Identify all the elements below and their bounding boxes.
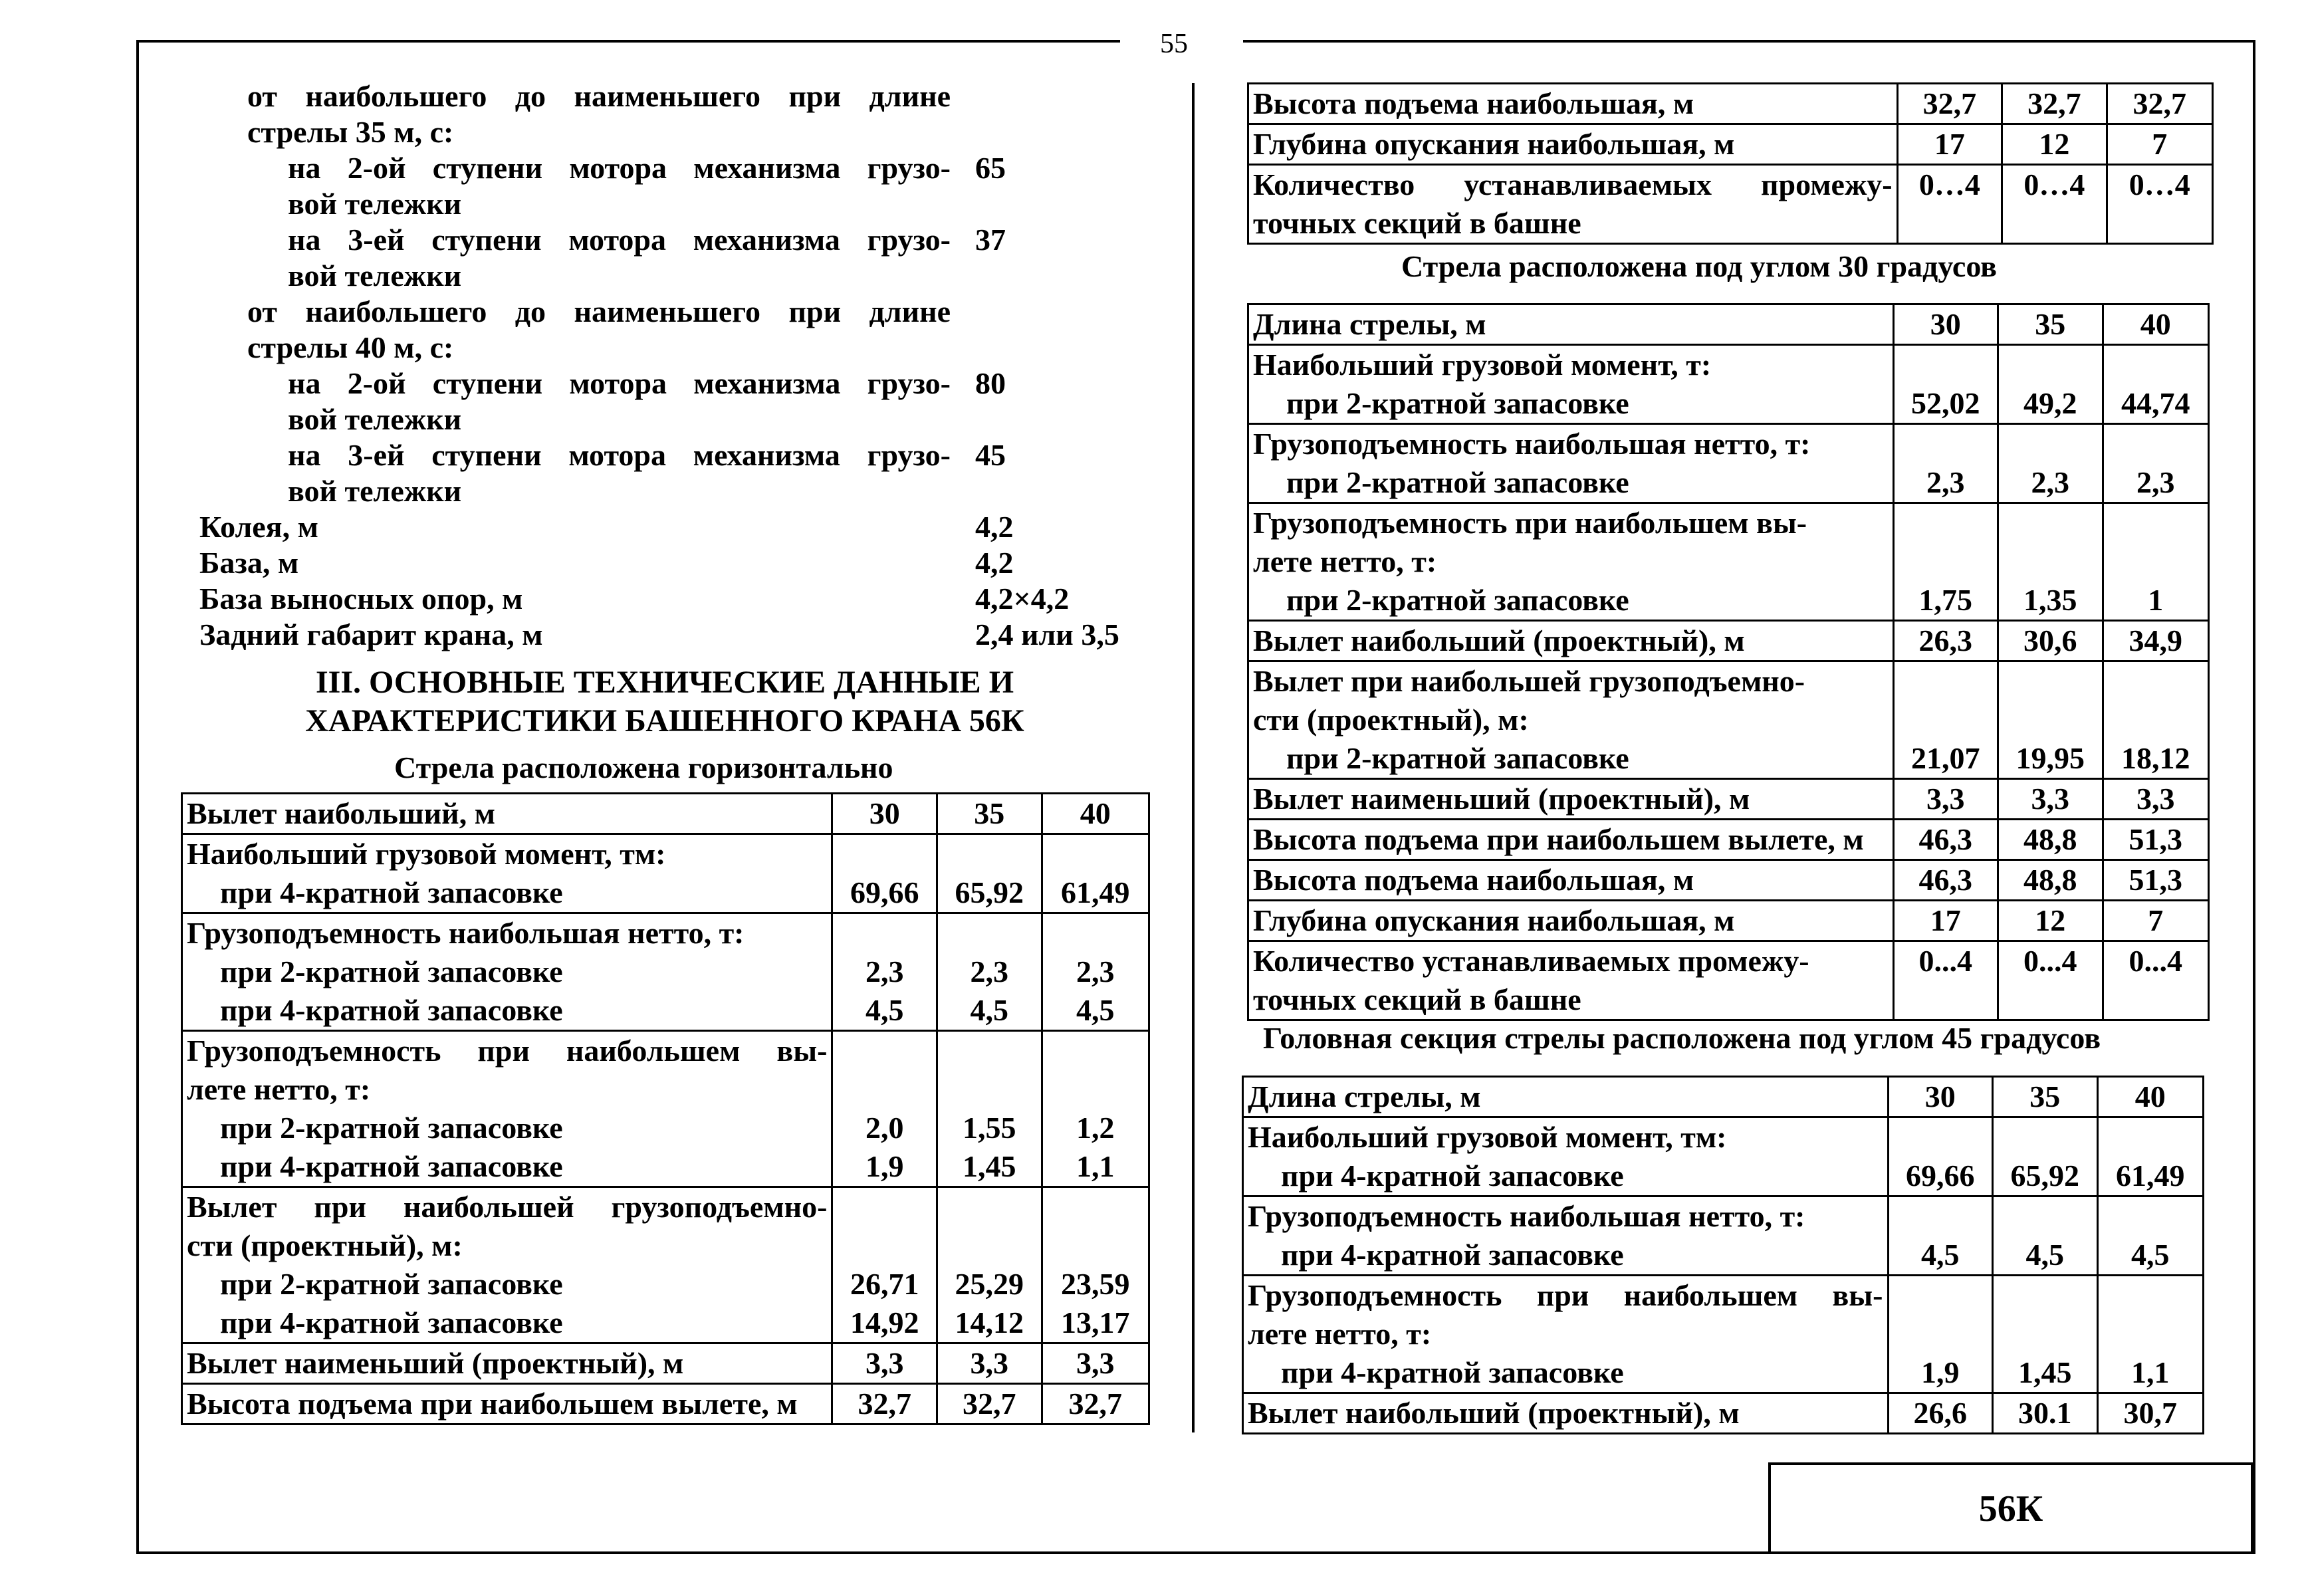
table-cell: Высота подъема наибольшая, м: [1248, 84, 1898, 124]
cell-value: 25,29: [955, 1267, 1024, 1301]
cell-value: 4,5: [970, 993, 1008, 1027]
table-cell: [937, 1187, 1042, 1343]
table-cell: 17: [1897, 124, 2002, 165]
table-row: [1248, 503, 2209, 621]
table-cell: [182, 913, 832, 1031]
table-cell: 3,3: [1998, 779, 2103, 820]
outrigger-base-label: База выносных опор, м: [199, 582, 523, 616]
table-row: [1248, 165, 2213, 244]
row-label: Вылет при наибольшей грузоподъемно-: [187, 1190, 828, 1224]
table-cell: 51,3: [2103, 820, 2209, 860]
track-value: 4,2: [975, 510, 1014, 544]
table-cell: 35: [1993, 1077, 2098, 1117]
table-cell: 26,6: [1888, 1393, 1993, 1434]
table-cell: 65,92: [1993, 1117, 2098, 1197]
table-continuation: [1247, 82, 2214, 245]
cell-value: 13,17: [1061, 1306, 1130, 1339]
table-cell: Высота подъема при наибольшем вылете, м: [182, 1384, 832, 1425]
cell-value: 4,5: [865, 993, 904, 1027]
list-line: на 3-ей ступени мотора механизма грузо-: [288, 438, 951, 472]
list-line: стрелы 40 м, с:: [247, 330, 454, 364]
table-cell: 12: [2002, 124, 2107, 165]
table-cell: Вылет наименьший (проектный), м: [1248, 779, 1894, 820]
table-cell: 7: [2107, 124, 2212, 165]
table-cell: 30: [1893, 304, 1998, 345]
table-cell: [937, 913, 1042, 1031]
table-cell: 2,3: [2103, 424, 2209, 503]
table-cell: Высота подъема при наибольшем вылете, м: [1248, 820, 1894, 860]
cell-value: 4,5: [1076, 993, 1115, 1027]
row-sublabel: при 2-кратной запасовке: [220, 955, 563, 988]
table-cell: Высота подъема наибольшая, м: [1248, 860, 1894, 901]
list-line: от наибольшего до наименьшего при длине: [247, 79, 951, 113]
list-value: 80: [975, 366, 1006, 400]
table-cell: [182, 1031, 832, 1187]
table-cell: [1042, 913, 1149, 1031]
cell-value: 14,92: [850, 1306, 919, 1339]
table-cell: 1,9: [1888, 1276, 1993, 1393]
table-cell: 30: [1888, 1077, 1993, 1117]
row-sublabel: при 4-кратной запасовке: [1281, 1238, 1624, 1272]
table-cell: [1248, 941, 1894, 1020]
center-divider: [1192, 83, 1195, 1432]
table-cell: [1042, 1187, 1149, 1343]
table-row: [1243, 1117, 2204, 1197]
cell-value: 1,1: [1076, 1149, 1115, 1183]
list-line: вой тележки: [288, 474, 462, 508]
list-line: на 2-ой ступени мотора механизма грузо-: [288, 366, 951, 400]
table-45-caption: Головная секция стрелы расположена под углом 45 градусов: [1263, 1021, 2101, 1055]
row-label: Наибольший грузовой момент, т:: [1253, 348, 1712, 382]
table-cell: 18,12: [2103, 661, 2209, 779]
table-cell: [1248, 345, 1894, 424]
table-cell: 3,3: [1893, 779, 1998, 820]
row-label: Грузоподъемность наибольшая нетто, т:: [1248, 1199, 1805, 1233]
frame-left: [136, 40, 139, 1553]
table-row: [1248, 124, 2213, 165]
table-cell: 1,35: [1998, 503, 2103, 621]
table-cell: 30: [832, 794, 937, 834]
frame-top-left: [136, 40, 1120, 43]
row-label: Грузоподъемность наибольшая нетто, т:: [187, 916, 745, 950]
row-label: лете нетто, т:: [1253, 544, 1437, 578]
row-label: Грузоподъемность при наибольшем вы-: [187, 1034, 828, 1068]
table-row: [1248, 779, 2209, 820]
list-line: от наибольшего до наименьшего при длине: [247, 294, 951, 328]
table-cell: 34,9: [2103, 621, 2209, 661]
title-block-stamp: 56К: [1768, 1462, 2253, 1552]
table-cell: Глубина опускания наибольшая, м: [1248, 901, 1894, 941]
table-cell: 48,8: [1998, 820, 2103, 860]
row-sublabel: при 2-кратной запасовке: [220, 1111, 563, 1145]
table-row: [182, 1384, 1149, 1425]
row-label: Грузоподъемность при наибольшем вы-: [1248, 1278, 1883, 1312]
table-cell: 69,66: [1888, 1117, 1993, 1197]
table-cell: 30.1: [1993, 1393, 2098, 1434]
table-cell: 35: [937, 794, 1042, 834]
base-label: База, м: [199, 546, 299, 580]
table-cell: 0…4: [1897, 165, 2002, 244]
table-cell: Длина стрелы, м: [1243, 1077, 1889, 1117]
table-row: [1248, 345, 2209, 424]
row-sublabel: при 2-кратной запасовке: [1286, 741, 1629, 775]
table-row: [182, 794, 1149, 834]
table-cell: 4,5: [1993, 1197, 2098, 1276]
table-cell: Вылет наименьший (проектный), м: [182, 1343, 832, 1384]
table-cell: [182, 834, 832, 913]
cell-value: 2,3: [1076, 955, 1115, 988]
table-cell: 0…4: [2107, 165, 2212, 244]
table-cell: [937, 1031, 1042, 1187]
section-heading-line1: III. ОСНОВНЫЕ ТЕХНИЧЕСКИЕ ДАННЫЕ И: [315, 665, 1014, 700]
table-cell: 7: [2103, 901, 2209, 941]
track-label: Колея, м: [199, 510, 318, 544]
table-cell: 2,3: [1893, 424, 1998, 503]
table-cell: 40: [1042, 794, 1149, 834]
row-label: точных секций в башне: [1253, 206, 1581, 240]
table-cell: 46,3: [1893, 820, 1998, 860]
cell-value: 2,0: [865, 1111, 904, 1145]
row-label: точных секций в башне: [1253, 982, 1581, 1016]
table-row: [1248, 84, 2213, 124]
row-label: Количество устанавливаемых промежу-: [1253, 944, 1809, 978]
list-line: вой тележки: [288, 402, 462, 436]
row-label: Количество устанавливаемых промежу-: [1253, 168, 1893, 201]
table-cell: 30,7: [2097, 1393, 2204, 1434]
table-cell: 3,3: [937, 1343, 1042, 1384]
table-cell: 46,3: [1893, 860, 1998, 901]
row-label: Грузоподъемность наибольшая нетто, т:: [1253, 427, 1811, 461]
table-row: [1248, 860, 2209, 901]
table-cell: 3,3: [832, 1343, 937, 1384]
table-cell: 30,6: [1998, 621, 2103, 661]
table-row: [1248, 820, 2209, 860]
table-row: [1248, 941, 2209, 1020]
table-cell: [1248, 661, 1894, 779]
table-cell: 1,1: [2097, 1276, 2204, 1393]
row-sublabel: при 2-кратной запасовке: [1286, 583, 1629, 617]
table-cell: [1042, 1031, 1149, 1187]
table-cell: 44,74: [2103, 345, 2209, 424]
table-cell: 2,3: [1998, 424, 2103, 503]
cell-value: 1,45: [962, 1149, 1016, 1183]
table-cell: [1243, 1117, 1889, 1197]
row-label: Наибольший грузовой момент, тм:: [1248, 1120, 1727, 1154]
table-cell: 19,95: [1998, 661, 2103, 779]
rear-clearance-value: 2,4 или 3,5: [975, 618, 1119, 651]
table-cell: 3,3: [1042, 1343, 1149, 1384]
table-cell: 0…4: [2002, 165, 2107, 244]
outrigger-base-value: 4,2×4,2: [975, 582, 1070, 616]
frame-right: [2253, 40, 2255, 1553]
table-cell: [1248, 424, 1894, 503]
table-row: [182, 1343, 1149, 1384]
list-line: на 3-ей ступени мотора механизма грузо-: [288, 223, 951, 257]
table-cell: Вылет наибольший (проектный), м: [1248, 621, 1894, 661]
list-line: вой тележки: [288, 187, 462, 221]
row-sublabel: при 4-кратной запасовке: [1281, 1355, 1624, 1389]
table-cell: 4,5: [1888, 1197, 1993, 1276]
table-row: [182, 913, 1149, 1031]
table-cell: 32,7: [1042, 1384, 1149, 1425]
table-row: [1243, 1197, 2204, 1276]
table-cell: 26,3: [1893, 621, 1998, 661]
table-cell: 4,5: [2097, 1197, 2204, 1276]
table-cell: Вылет наибольший (проектный), м: [1243, 1393, 1889, 1434]
table-cell: 32,7: [2107, 84, 2212, 124]
table-cell: 51,3: [2103, 860, 2209, 901]
row-sublabel: при 4-кратной запасовке: [220, 875, 563, 909]
table-cell: 32,7: [832, 1384, 937, 1425]
table-row: [1248, 621, 2209, 661]
row-sublabel: при 4-кратной запасовке: [220, 993, 563, 1027]
table-row: [1243, 1393, 2204, 1434]
table-row: [182, 1031, 1149, 1187]
cell-value: 26,71: [850, 1267, 919, 1301]
table-row: [182, 1187, 1149, 1343]
list-value: 37: [975, 223, 1006, 257]
table-cell: 52,02: [1893, 345, 1998, 424]
table-row: [1243, 1077, 2204, 1117]
table-30-degrees: [1247, 303, 2210, 1021]
row-sublabel: при 4-кратной запасовке: [220, 1306, 563, 1339]
table-cell: 48,8: [1998, 860, 2103, 901]
row-label: лете нетто, т:: [1248, 1317, 1432, 1351]
table-cell: 21,07: [1893, 661, 1998, 779]
table-cell: 1,75: [1893, 503, 1998, 621]
table-cell: 35: [1998, 304, 2103, 345]
table-cell: [1243, 1276, 1889, 1393]
table-cell: [832, 1031, 937, 1187]
base-value: 4,2: [975, 546, 1014, 580]
table-cell: 69,66: [832, 834, 937, 913]
table-row: [1248, 901, 2209, 941]
rear-clearance-label: Задний габарит крана, м: [199, 618, 543, 651]
table-cell: Длина стрелы, м: [1248, 304, 1894, 345]
list-line: вой тележки: [288, 259, 462, 292]
table-cell: 0...4: [1998, 941, 2103, 1020]
cell-value: 2,3: [970, 955, 1008, 988]
list-line: стрелы 35 м, с:: [247, 115, 454, 149]
table-cell: 1: [2103, 503, 2209, 621]
row-sublabel: при 2-кратной запасовке: [1286, 465, 1629, 499]
cell-value: 2,3: [865, 955, 904, 988]
table-cell: 40: [2103, 304, 2209, 345]
table-cell: 65,92: [937, 834, 1042, 913]
table-cell: [832, 913, 937, 1031]
table-cell: 12: [1998, 901, 2103, 941]
cell-value: 1,55: [962, 1111, 1016, 1145]
cell-value: 1,2: [1076, 1111, 1115, 1145]
table-cell: 3,3: [2103, 779, 2209, 820]
table-horizontal: [181, 792, 1150, 1425]
table-cell: [1248, 503, 1894, 621]
table-cell: 1,45: [1993, 1276, 2098, 1393]
table-cell: 49,2: [1998, 345, 2103, 424]
table-row: [1248, 661, 2209, 779]
table-30-caption: Стрела расположена под углом 30 градусов: [1401, 249, 1998, 283]
table-cell: [1248, 165, 1898, 244]
table-cell: 0...4: [1893, 941, 1998, 1020]
table-cell: Глубина опускания наибольшая, м: [1248, 124, 1898, 165]
cell-value: 14,12: [955, 1306, 1024, 1339]
row-label: сти (проектный), м:: [1253, 703, 1529, 737]
table-row: [1248, 424, 2209, 503]
cell-value: 1,9: [865, 1149, 904, 1183]
table-45-degrees: [1242, 1076, 2204, 1434]
table-cell: [182, 1187, 832, 1343]
table-horizontal-caption: Стрела расположена горизонтально: [394, 750, 893, 784]
cell-value: 23,59: [1061, 1267, 1130, 1301]
list-line: на 2-ой ступени мотора механизма грузо-: [288, 151, 951, 185]
list-value: 65: [975, 151, 1006, 185]
table-cell: 32,7: [1897, 84, 2002, 124]
list-value: 45: [975, 438, 1006, 472]
table-cell: Вылет наибольший, м: [182, 794, 832, 834]
row-label: лете нетто, т:: [187, 1072, 371, 1106]
table-cell: 17: [1893, 901, 1998, 941]
table-cell: 0...4: [2103, 941, 2209, 1020]
page-number: 55: [1160, 29, 1188, 59]
row-label: Наибольший грузовой момент, тм:: [187, 837, 666, 871]
section-heading-line2: ХАРАКТЕРИСТИКИ БАШЕННОГО КРАНА 56К: [305, 703, 1024, 739]
frame-top-right: [1243, 40, 2255, 43]
table-cell: [1243, 1197, 1889, 1276]
row-label: сти (проектный), м:: [187, 1228, 463, 1262]
row-label: Грузоподъемность при наибольшем вы-: [1253, 506, 1807, 540]
table-row: [1248, 304, 2209, 345]
table-cell: 32,7: [2002, 84, 2107, 124]
table-row: [1243, 1276, 2204, 1393]
row-sublabel: при 2-кратной запасовке: [220, 1267, 563, 1301]
table-row: [182, 834, 1149, 913]
table-cell: 61,49: [2097, 1117, 2204, 1197]
row-sublabel: при 4-кратной запасовке: [1281, 1159, 1624, 1193]
row-sublabel: при 2-кратной запасовке: [1286, 386, 1629, 420]
table-cell: 32,7: [937, 1384, 1042, 1425]
table-cell: [832, 1187, 937, 1343]
table-cell: 61,49: [1042, 834, 1149, 913]
row-sublabel: при 4-кратной запасовке: [220, 1149, 563, 1183]
table-cell: 40: [2097, 1077, 2204, 1117]
row-label: Вылет при наибольшей грузоподъемно-: [1253, 664, 1805, 698]
